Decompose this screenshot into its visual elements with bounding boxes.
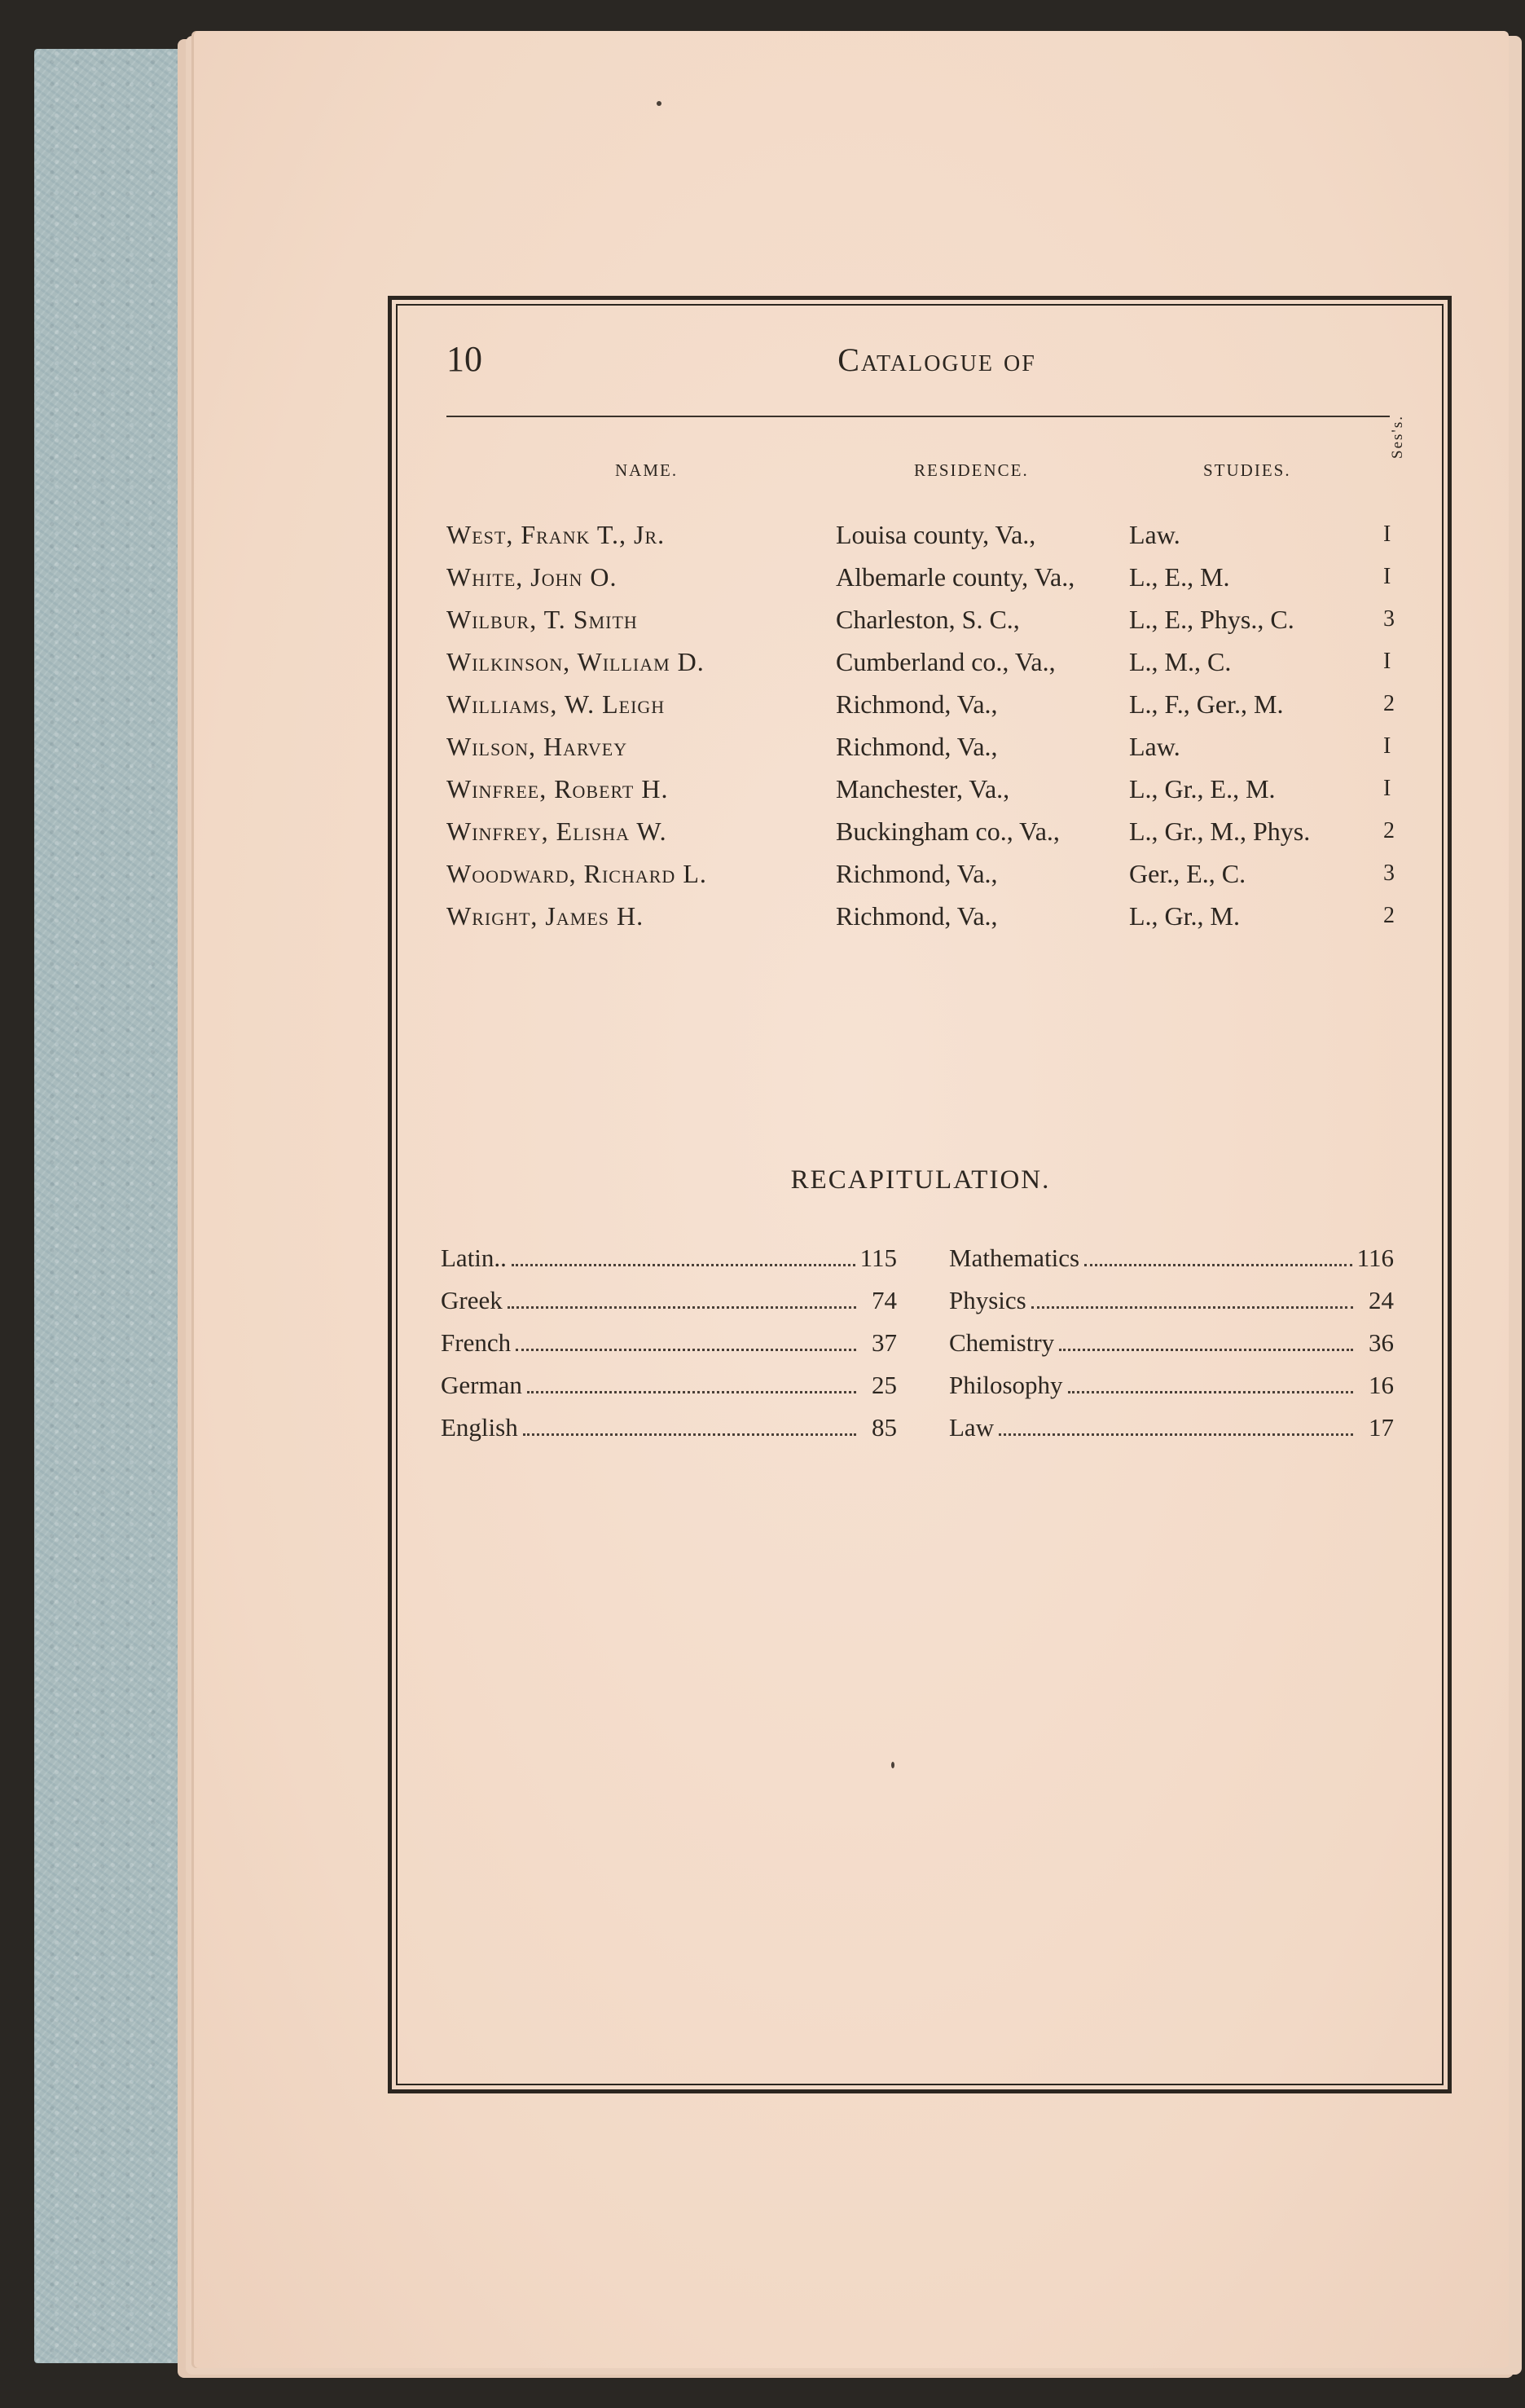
table-row: [446, 895, 1400, 937]
student-residence: Charleston, S. C.,: [836, 605, 1020, 634]
dot-leader: [516, 1349, 856, 1351]
recap-item: [949, 1322, 1394, 1364]
recap-item: [949, 1279, 1394, 1322]
table-row: [446, 556, 1400, 598]
dot-leader: [1031, 1306, 1353, 1309]
student-sessions: I: [1383, 733, 1391, 759]
dot-leader: [999, 1433, 1353, 1436]
student-residence: Richmond, Va.,: [836, 689, 998, 719]
student-studies: Ger., E., C.: [1129, 859, 1246, 888]
recap-count: 116: [1356, 1244, 1394, 1272]
recap-item: [441, 1279, 897, 1322]
column-header-name: NAME.: [615, 460, 679, 480]
student-studies: L., M., C.: [1129, 647, 1232, 676]
student-residence: Buckingham co., Va.,: [836, 817, 1060, 846]
recapitulation-right-column: [949, 1237, 1394, 1449]
student-sessions: I: [1383, 522, 1391, 547]
student-name: West, Frank T., Jr.: [446, 520, 666, 549]
dot-leader: [1068, 1391, 1353, 1393]
student-name: Williams, W. Leigh: [446, 689, 666, 719]
recap-count: 85: [872, 1413, 897, 1442]
student-residence: Cumberland co., Va.,: [836, 647, 1056, 676]
student-residence: Richmond, Va.,: [836, 859, 998, 888]
running-head: Catalogue of: [837, 341, 1036, 378]
recap-count: 16: [1369, 1371, 1394, 1399]
student-name: Wilbur, T. Smith: [446, 605, 638, 634]
student-studies: Law.: [1129, 520, 1180, 549]
student-name: Wilson, Harvey: [446, 732, 628, 761]
student-name: Wright, James H.: [446, 901, 644, 931]
recap-count: 36: [1369, 1328, 1394, 1357]
recap-subject: Chemistry: [949, 1328, 1055, 1357]
student-name: White, John O.: [446, 562, 617, 592]
recap-item: [441, 1237, 897, 1279]
dot-leader: [1059, 1349, 1353, 1351]
recap-subject: French: [441, 1328, 512, 1357]
recap-subject: Latin..: [441, 1244, 507, 1272]
student-residence: Richmond, Va.,: [836, 732, 998, 761]
recap-count: 24: [1369, 1286, 1394, 1314]
student-sessions: 2: [1383, 903, 1395, 928]
recapitulation-left-column: [441, 1237, 897, 1449]
student-residence: Richmond, Va.,: [836, 901, 998, 931]
recap-count: 37: [872, 1328, 897, 1357]
student-name: Winfrey, Elisha W.: [446, 817, 667, 846]
recap-item: [949, 1237, 1394, 1279]
recap-subject: Philosophy: [949, 1371, 1063, 1399]
student-sessions: I: [1383, 564, 1391, 589]
student-table: [446, 513, 1400, 937]
header-rule: [446, 416, 1390, 417]
student-name: Wilkinson, William D.: [446, 647, 705, 676]
dot-leader: [512, 1264, 855, 1266]
dot-leader: [1084, 1264, 1352, 1266]
dot-leader: [508, 1306, 856, 1309]
ink-speck: [657, 101, 661, 106]
student-residence: Manchester, Va.,: [836, 774, 1010, 803]
recap-item: [949, 1407, 1394, 1449]
student-studies: L., F., Ger., M.: [1129, 689, 1284, 719]
student-sessions: I: [1383, 649, 1391, 674]
table-row: [446, 725, 1400, 768]
page-number: 10: [446, 339, 482, 379]
table-row: [446, 810, 1400, 852]
recap-subject: Law: [949, 1413, 995, 1442]
student-studies: L., Gr., E., M.: [1129, 774, 1276, 803]
student-studies: Law.: [1129, 732, 1180, 761]
student-name: Winfree, Robert H.: [446, 774, 669, 803]
column-header-residence: RESIDENCE.: [914, 460, 1029, 480]
table-row: [446, 598, 1400, 641]
student-name: Woodward, Richard L.: [446, 859, 707, 888]
recap-item: [949, 1364, 1394, 1407]
student-sessions: 2: [1383, 691, 1395, 716]
recap-subject: German: [441, 1371, 522, 1399]
recap-item: [441, 1322, 897, 1364]
recap-count: 17: [1369, 1413, 1394, 1442]
student-sessions: 3: [1383, 606, 1395, 632]
table-row: [446, 852, 1400, 895]
column-header-studies: STUDIES.: [1203, 460, 1291, 480]
student-studies: L., Gr., M.: [1129, 901, 1240, 931]
table-row: [446, 641, 1400, 683]
student-sessions: I: [1383, 776, 1391, 801]
dot-leader: [527, 1391, 856, 1393]
table-row: [446, 513, 1400, 556]
student-residence: Louisa county, Va.,: [836, 520, 1036, 549]
recap-count: 74: [872, 1286, 897, 1314]
student-studies: L., E., Phys., C.: [1129, 605, 1294, 634]
recap-subject: Mathematics: [949, 1244, 1080, 1272]
recap-count: 115: [859, 1244, 897, 1272]
recap-item: [441, 1364, 897, 1407]
column-header-sessions: Ses's.: [1389, 415, 1406, 459]
dot-leader: [523, 1433, 856, 1436]
recap-subject: English: [441, 1413, 518, 1442]
recapitulation-title: RECAPITULATION.: [790, 1165, 1051, 1195]
student-studies: L., E., M.: [1129, 562, 1230, 592]
recap-subject: Physics: [949, 1286, 1026, 1314]
student-sessions: 3: [1383, 861, 1395, 886]
table-row: [446, 683, 1400, 725]
recap-item: [441, 1407, 897, 1449]
student-residence: Albemarle county, Va.,: [836, 562, 1075, 592]
student-sessions: 2: [1383, 818, 1395, 843]
recap-subject: Greek: [441, 1286, 503, 1314]
recap-count: 25: [872, 1371, 897, 1399]
student-studies: L., Gr., M., Phys.: [1129, 817, 1311, 846]
table-row: [446, 768, 1400, 810]
